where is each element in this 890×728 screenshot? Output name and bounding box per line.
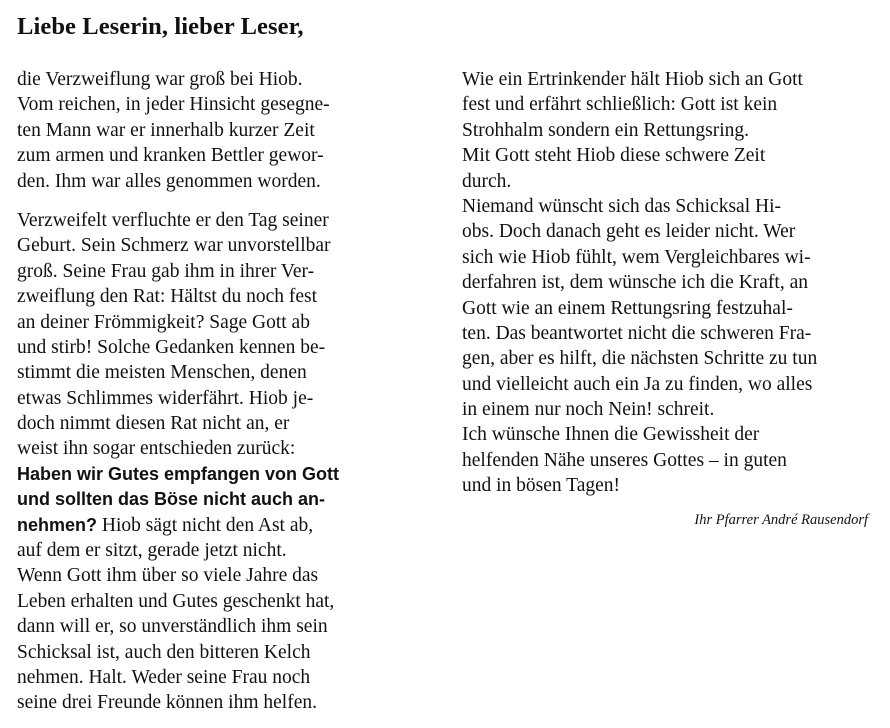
text-line: zum armen und kranken Bettler gewor- — [17, 145, 324, 167]
text-line: dann will er, so unverständlich ihm sein — [17, 616, 328, 638]
mixed-line — [17, 513, 417, 538]
text-line: und stirb! Solche Gedanken kennen be- — [17, 336, 326, 358]
text-line: zweiflung den Rat: Hältst du noch fest — [17, 286, 318, 308]
text-line: Wenn Gott ihm über so viele Jahre das — [17, 565, 319, 587]
text-line: Wie ein Ertrinkender hält Hiob sich an Gott — [462, 69, 803, 90]
text-line: und vielleicht auch ein Ja zu finden, wo alles — [462, 373, 813, 395]
text-line: Geburt. Sein Schmerz war unvorstellbar — [17, 235, 331, 257]
left-column — [17, 67, 417, 716]
text-line: Verzweifelt verfluchte er den Tag seiner — [17, 209, 329, 231]
pastor-signature: Ihr Pfarrer André Rausendorf — [694, 512, 868, 528]
text-line: den. Ihm war alles genommen worden. — [17, 170, 321, 192]
text-line: ten Mann war er innerhalb kurzer Zeit — [17, 119, 315, 141]
text-line: in einem nur noch Nein! schreit. — [462, 399, 715, 421]
text-line: obs. Doch danach geht es leider nicht. Wer — [462, 221, 796, 243]
text-line: Mit Gott steht Hiob diese schwere Zeit — [462, 145, 766, 167]
text-line: derfahren ist, dem wünsche ich die Kraft, an — [462, 272, 808, 294]
text-line: durch. — [462, 170, 512, 192]
bold-quote-end: nehmen? — [17, 514, 98, 535]
text-line: helfenden Nähe unseres Gottes – in guten — [462, 449, 787, 471]
text-line: Schicksal ist, auch den bitteren Kelch — [17, 641, 311, 663]
text-line: Gott wie an einem Rettungsring festzuhal- — [462, 297, 793, 319]
bold-quote-line: und sollten das Böse nicht auch an- — [17, 489, 326, 510]
text-line: die Verzweiflung war groß bei Hiob. — [17, 69, 303, 90]
text-line: auf dem er sitzt, gerade jetzt nicht. — [17, 540, 287, 562]
text-line: an deiner Frömmigkeit? Sage Gott ab — [17, 311, 310, 333]
text-line: ten. Das beantwortet nicht die schweren Fra- — [462, 322, 812, 344]
text-line: und in bösen Tagen! — [462, 475, 621, 497]
text-line: doch nimmt diesen Rat nicht an, er — [17, 413, 290, 435]
bold-quote-line: Haben wir Gutes empfangen von Gott — [17, 463, 340, 484]
text-line: seine drei Freunde können ihm helfen. — [17, 692, 317, 714]
text-line: etwas Schlimmes widerfährt. Hiob je- — [17, 387, 314, 409]
letter-salutation: Liebe Leserin, lieber Leser, — [17, 13, 304, 40]
text-after-quote: Hiob sägt nicht den Ast ab, — [97, 514, 314, 536]
text-line: gen, aber es hilft, die nächsten Schritte zu tun — [462, 348, 818, 370]
text-line: Leben erhalten und Gutes geschenkt hat, — [17, 590, 335, 612]
text-line: nehmen. Halt. Weder seine Frau noch — [17, 666, 311, 688]
text-line: Niemand wünscht sich das Schicksal Hi- — [462, 195, 781, 217]
text-line: weist ihn sogar entschieden zurück: — [17, 438, 296, 460]
text-line: fest und erfährt schließlich: Gott ist kein — [462, 94, 778, 116]
text-line: groß. Seine Frau gab ihm in ihrer Ver- — [17, 260, 315, 282]
right-column — [462, 67, 882, 499]
text-line: sich wie Hiob fühlt, wem Vergleichbares wi- — [462, 246, 811, 268]
text-line: Ich wünsche Ihnen die Gewissheit der — [462, 424, 760, 446]
paragraph-gap — [17, 194, 417, 208]
text-line: Vom reichen, in jeder Hinsicht gesegne- — [17, 94, 330, 116]
text-line: stimmt die meisten Menschen, denen — [17, 362, 307, 384]
text-line: Strohhalm sondern ein Rettungsring. — [462, 119, 750, 141]
